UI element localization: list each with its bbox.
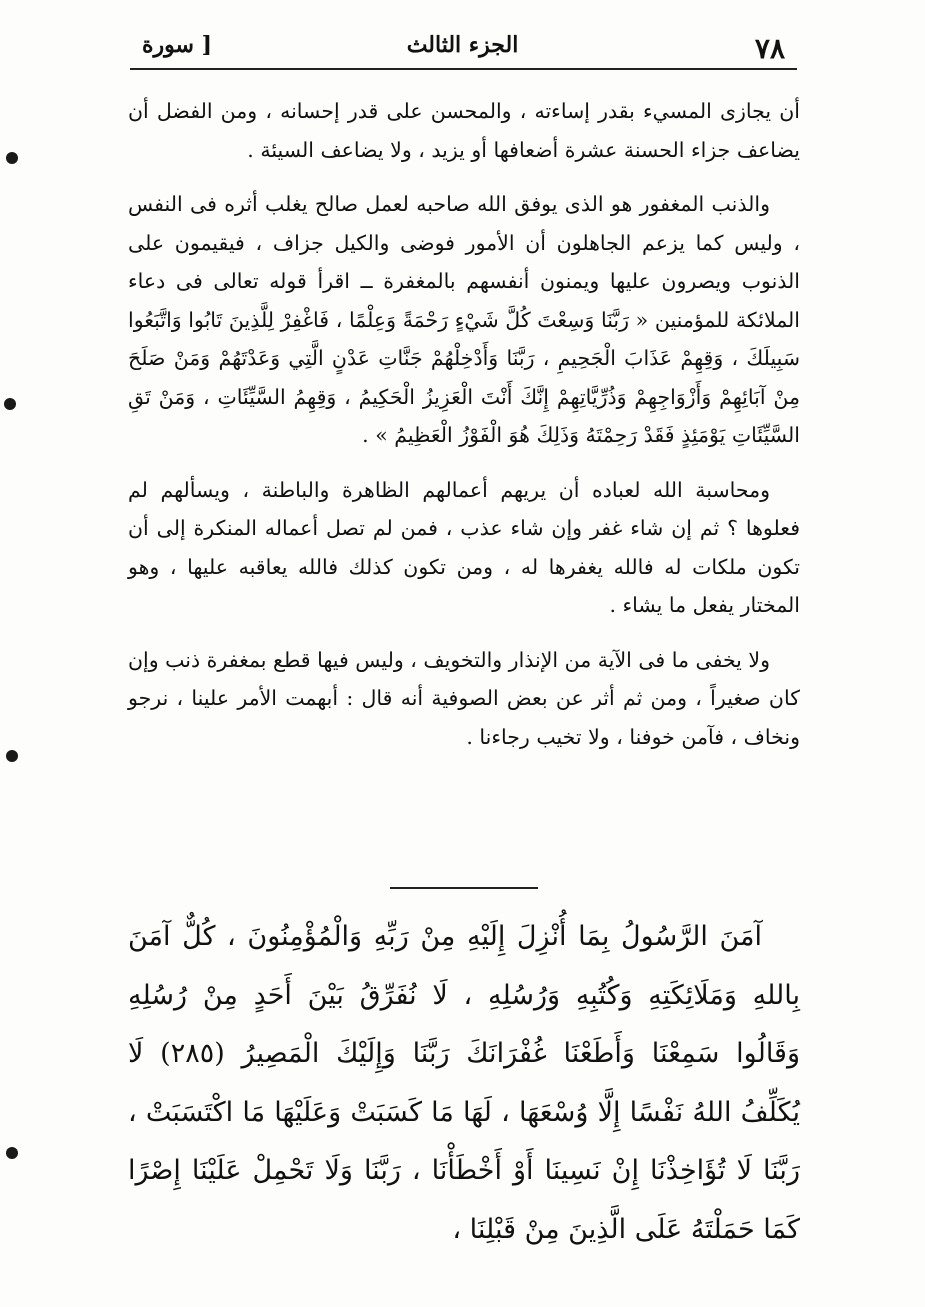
part-title: الجزء الثالث [406, 32, 519, 58]
commentary-text [128, 92, 800, 772]
binding-hole-mark [6, 1147, 18, 1159]
binding-hole-mark [6, 152, 18, 164]
verse-block: آمَنَ الرَّسُولُ بِمَا أُنْزِلَ إِلَيْهِ مِنْ رَبِّهِ وَالْمُؤْمِنُونَ ، كُلٌّ آمَنَ بِاللهِ وَمَلَائِكَتِهِ وَكُتُبِهِ وَرُسُلِهِ ، لَا نُفَرِّقُ بَيْنَ أَحَدٍ مِنْ رُسُلِهِ وَقَالُوا سَمِعْنَا وَأَطَعْنَا غُفْرَانَكَ رَبَّنَا وَإِلَيْكَ الْمَصِيرُ (٢٨٥) لَا يُكَلِّفُ اللهُ نَفْسًا إِلَّا وُسْعَهَا ، لَهَا مَا كَسَبَتْ وَعَلَيْهَا مَا اكْتَسَبَتْ ، رَبَّنَا لَا تُؤَاخِذْنَا إِنْ نَسِينَا أَوْ أَخْطَأْنَا ، رَبَّنَا وَلَا تَحْمِلْ عَلَيْنَا إِصْرًا كَمَا حَمَلْتَهُ عَلَى الَّذِينَ مِنْ قَبْلِنَا ، [128, 921, 801, 1245]
commentary-paragraph: ومحاسبة الله لعباده أن يريهم أعمالهم الظاهرة والباطنة ، ويسألهم لم فعلوها ؟ ثم إن شاء غفر وإن شاء عذب ، فمن لم تصل أعماله المنكرة إلى أن تكون ملكات له فالله يغفرها له ، ومن تكون كذلك فالله يعاقبه عليها ، وهو المختار يفعل ما يشاء . [128, 477, 800, 617]
binding-hole-mark [6, 750, 18, 762]
page-number: ٧٨ [754, 32, 785, 65]
quran-verses [128, 908, 800, 1259]
section-separator [390, 887, 538, 889]
commentary-paragraph: ولا يخفى ما فى الآية من الإنذار والتخويف ، وليس فيها قطع بمغفرة ذنب وإن كان صغيراً ، ومن ثم أثر عن بعض الصوفية أنه قال : أبهمت الأمر علينا ، نرجو ونخاف ، فآمن خوفنا ، ولا تخيب رجاءنا . [128, 647, 800, 749]
page-header [130, 28, 795, 68]
surah-label: [ سورة [142, 32, 213, 58]
binding-hole-mark [4, 398, 16, 410]
commentary-paragraph: أن يجازى المسيء بقدر إساءته ، والمحسن على قدر إحسانه ، ومن الفضل أن يضاعف جزاء الحسنة عشرة أضعافها أو يزيد ، ولا يضاعف السيئة . [128, 99, 800, 162]
header-rule [130, 68, 797, 70]
commentary-paragraph: والذنب المغفور هو الذى يوفق الله صاحبه لعمل صالح يغلب أثره فى النفس ، وليس كما يزعم الجاهلون أن الأمور فوضى والكيل جزاف ، فيقيمون على الذنوب ويصرون عليها ويمنون أنفسهم بالمغفرة ــ اقرأ قوله تعالى فى دعاء الملائكة للمؤمنين « رَبَّنَا وَسِعْتَ كُلَّ شَيْءٍ رَحْمَةً وَعِلْمًا ، فَاغْفِرْ لِلَّذِينَ تَابُوا وَاتَّبَعُوا سَبِيلَكَ ، وَقِهِمْ عَذَابَ الْجَحِيمِ ، رَبَّنَا وَأَدْخِلْهُمْ جَنَّاتِ عَدْنٍ الَّتِي وَعَدْتَهُمْ وَمَنْ صَلَحَ مِنْ آبَائِهِمْ وَأَزْوَاجِهِمْ وَذُرِّيَّاتِهِمْ إِنَّكَ أَنْتَ الْعَزِيزُ الْحَكِيمُ ، وَقِهِمُ السَّيِّئَاتِ ، وَمَنْ تَقِ السَّيِّئَاتِ يَوْمَئِذٍ فَقَدْ رَحِمْتَهُ وَذَلِكَ هُوَ الْفَوْزُ الْعَظِيمُ » . [128, 192, 800, 447]
